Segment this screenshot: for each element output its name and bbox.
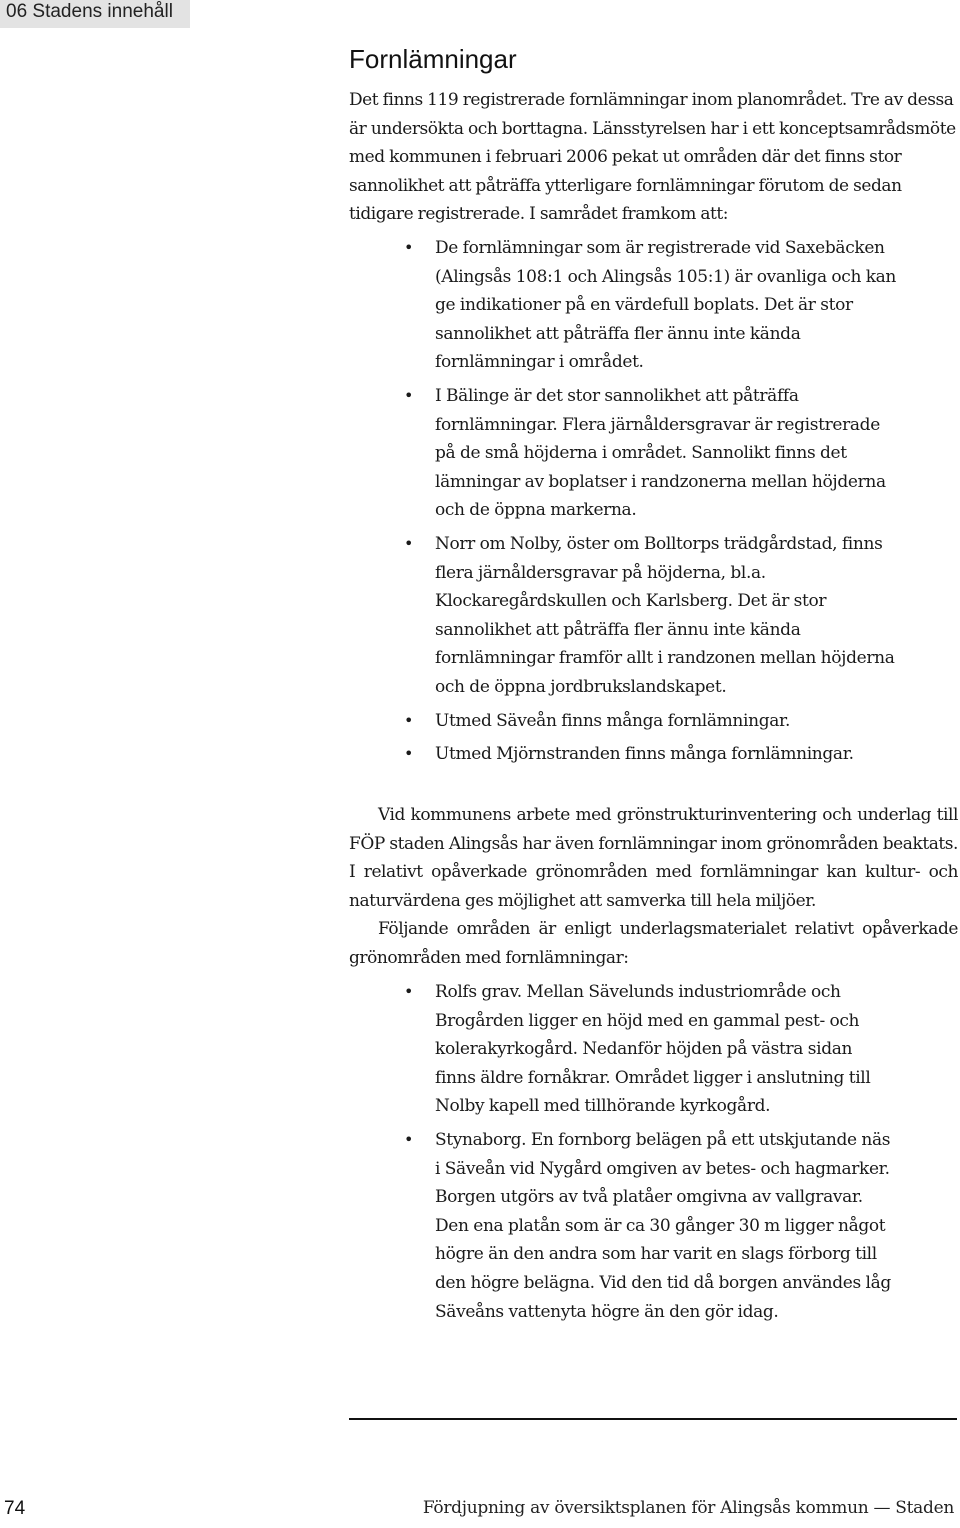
list-item: [349, 707, 897, 736]
list-item-text: I Bälinge är det stor sannolikhet att påträffa fornlämningar. Flera järnåldersgravar är registrerade på de små höjderna i området. Sannolikt finns det lämningar av boplatser i randzonerna mellan höjderna och de öppna markerna.: [435, 385, 886, 521]
bullet-icon: •: [404, 238, 414, 257]
list-item-text: Norr om Nolby, öster om Bolltorps trädgårdstad, finns flera järnåldersgravar på höjderna, bl.a. Klockaregårdskullen och Karlsberg. Det är stor sannolikhet att påträffa fler ännu inte kända fornlämningar framför allt i randzonen mellan höjderna och de öppna jordbrukslandskapet.: [435, 533, 895, 697]
list-item-text: Utmed Mjörnstranden finns många fornlämningar.: [435, 744, 854, 765]
body-paragraph: Vid kommunens arbete med grönstrukturinventering och underlag till FÖP staden Alingsås har även fornlämningar inom grönområden beaktats. I relativt opåverkade grönområden med fornlämningar kan kultur- och naturvärdena ges möjlighet att samverka till hela miljöer.: [349, 805, 958, 911]
bullet-icon: •: [404, 385, 414, 405]
bullet-list-1: [349, 234, 958, 774]
list-item: [349, 382, 897, 525]
list-item-text: Stynaborg. En fornborg belägen på ett utskjutande näs i Säveån vid Nygård omgiven av betes- och hagmarker. Borgen utgörs av två platåer omgivna av vallgravar. Den ena platån som är ca 30 gånger 30 m ligger något högre än den andra som har varit en slags förborg till den högre belägna. Vid den tid då borgen användes låg Säveåns vattenyta högre än den gör idag.: [435, 1129, 891, 1322]
list-item-text: De fornlämningar som är registrerade vid Saxebäcken (Alingsås 108:1 och Alingsås 105:1) är ovanliga och kan ge indikationer på en värdefull boplats. Det är stor sannolikhet att påträffa fler ännu inte kända fornlämningar i området.: [435, 238, 897, 373]
list-item: [349, 740, 897, 769]
intro-block: [349, 86, 958, 229]
page-number: 74: [4, 1498, 26, 1519]
bullet-icon: •: [404, 744, 414, 764]
list-item: [349, 530, 897, 702]
bullet-icon: •: [404, 1129, 414, 1149]
body-block-2: [349, 801, 958, 973]
body-paragraph: Följande områden är enligt underlagsmaterialet relativt opåverkade grönområden med fornlämningar:: [349, 919, 958, 968]
bullet-list-2: [349, 978, 958, 1331]
list-item: [349, 978, 897, 1121]
footer-title: Fördjupning av översiktsplanen för Alingsås kommun — Staden: [422, 1498, 954, 1518]
list-item: [349, 234, 897, 377]
bullet-icon: •: [404, 710, 414, 730]
bullet-icon: •: [404, 533, 414, 553]
section-heading: Fornlämningar: [349, 44, 517, 74]
bullet-icon: •: [404, 982, 414, 1001]
list-item: [349, 1126, 897, 1326]
intro-paragraph: Det finns 119 registrerade fornlämningar inom planområdet. Tre av dessa är undersökta och borttagna. Länsstyrelsen har i ett konceptsamrådsmöte med kommunen i februari 2006 pekat ut områden där det finns stor sannolikhet att påträffa ytterligare fornlämningar förutom de sedan tidigare registrerade. I samrådet framkom att:: [349, 90, 956, 225]
chapter-tab: 06 Stadens innehåll: [0, 0, 190, 28]
footer-divider: [349, 1418, 957, 1420]
list-item-text: Utmed Säveån finns många fornlämningar.: [435, 710, 790, 731]
list-item-text: Rolfs grav. Mellan Sävelunds industriområde och Brogården ligger en höjd med en gammal pest- och kolerakyrkogård. Nedanför höjden på västra sidan finns äldre fornåkrar. Området ligger i anslutning till Nolby kapell med tillhörande kyrkogård.: [435, 982, 871, 1117]
